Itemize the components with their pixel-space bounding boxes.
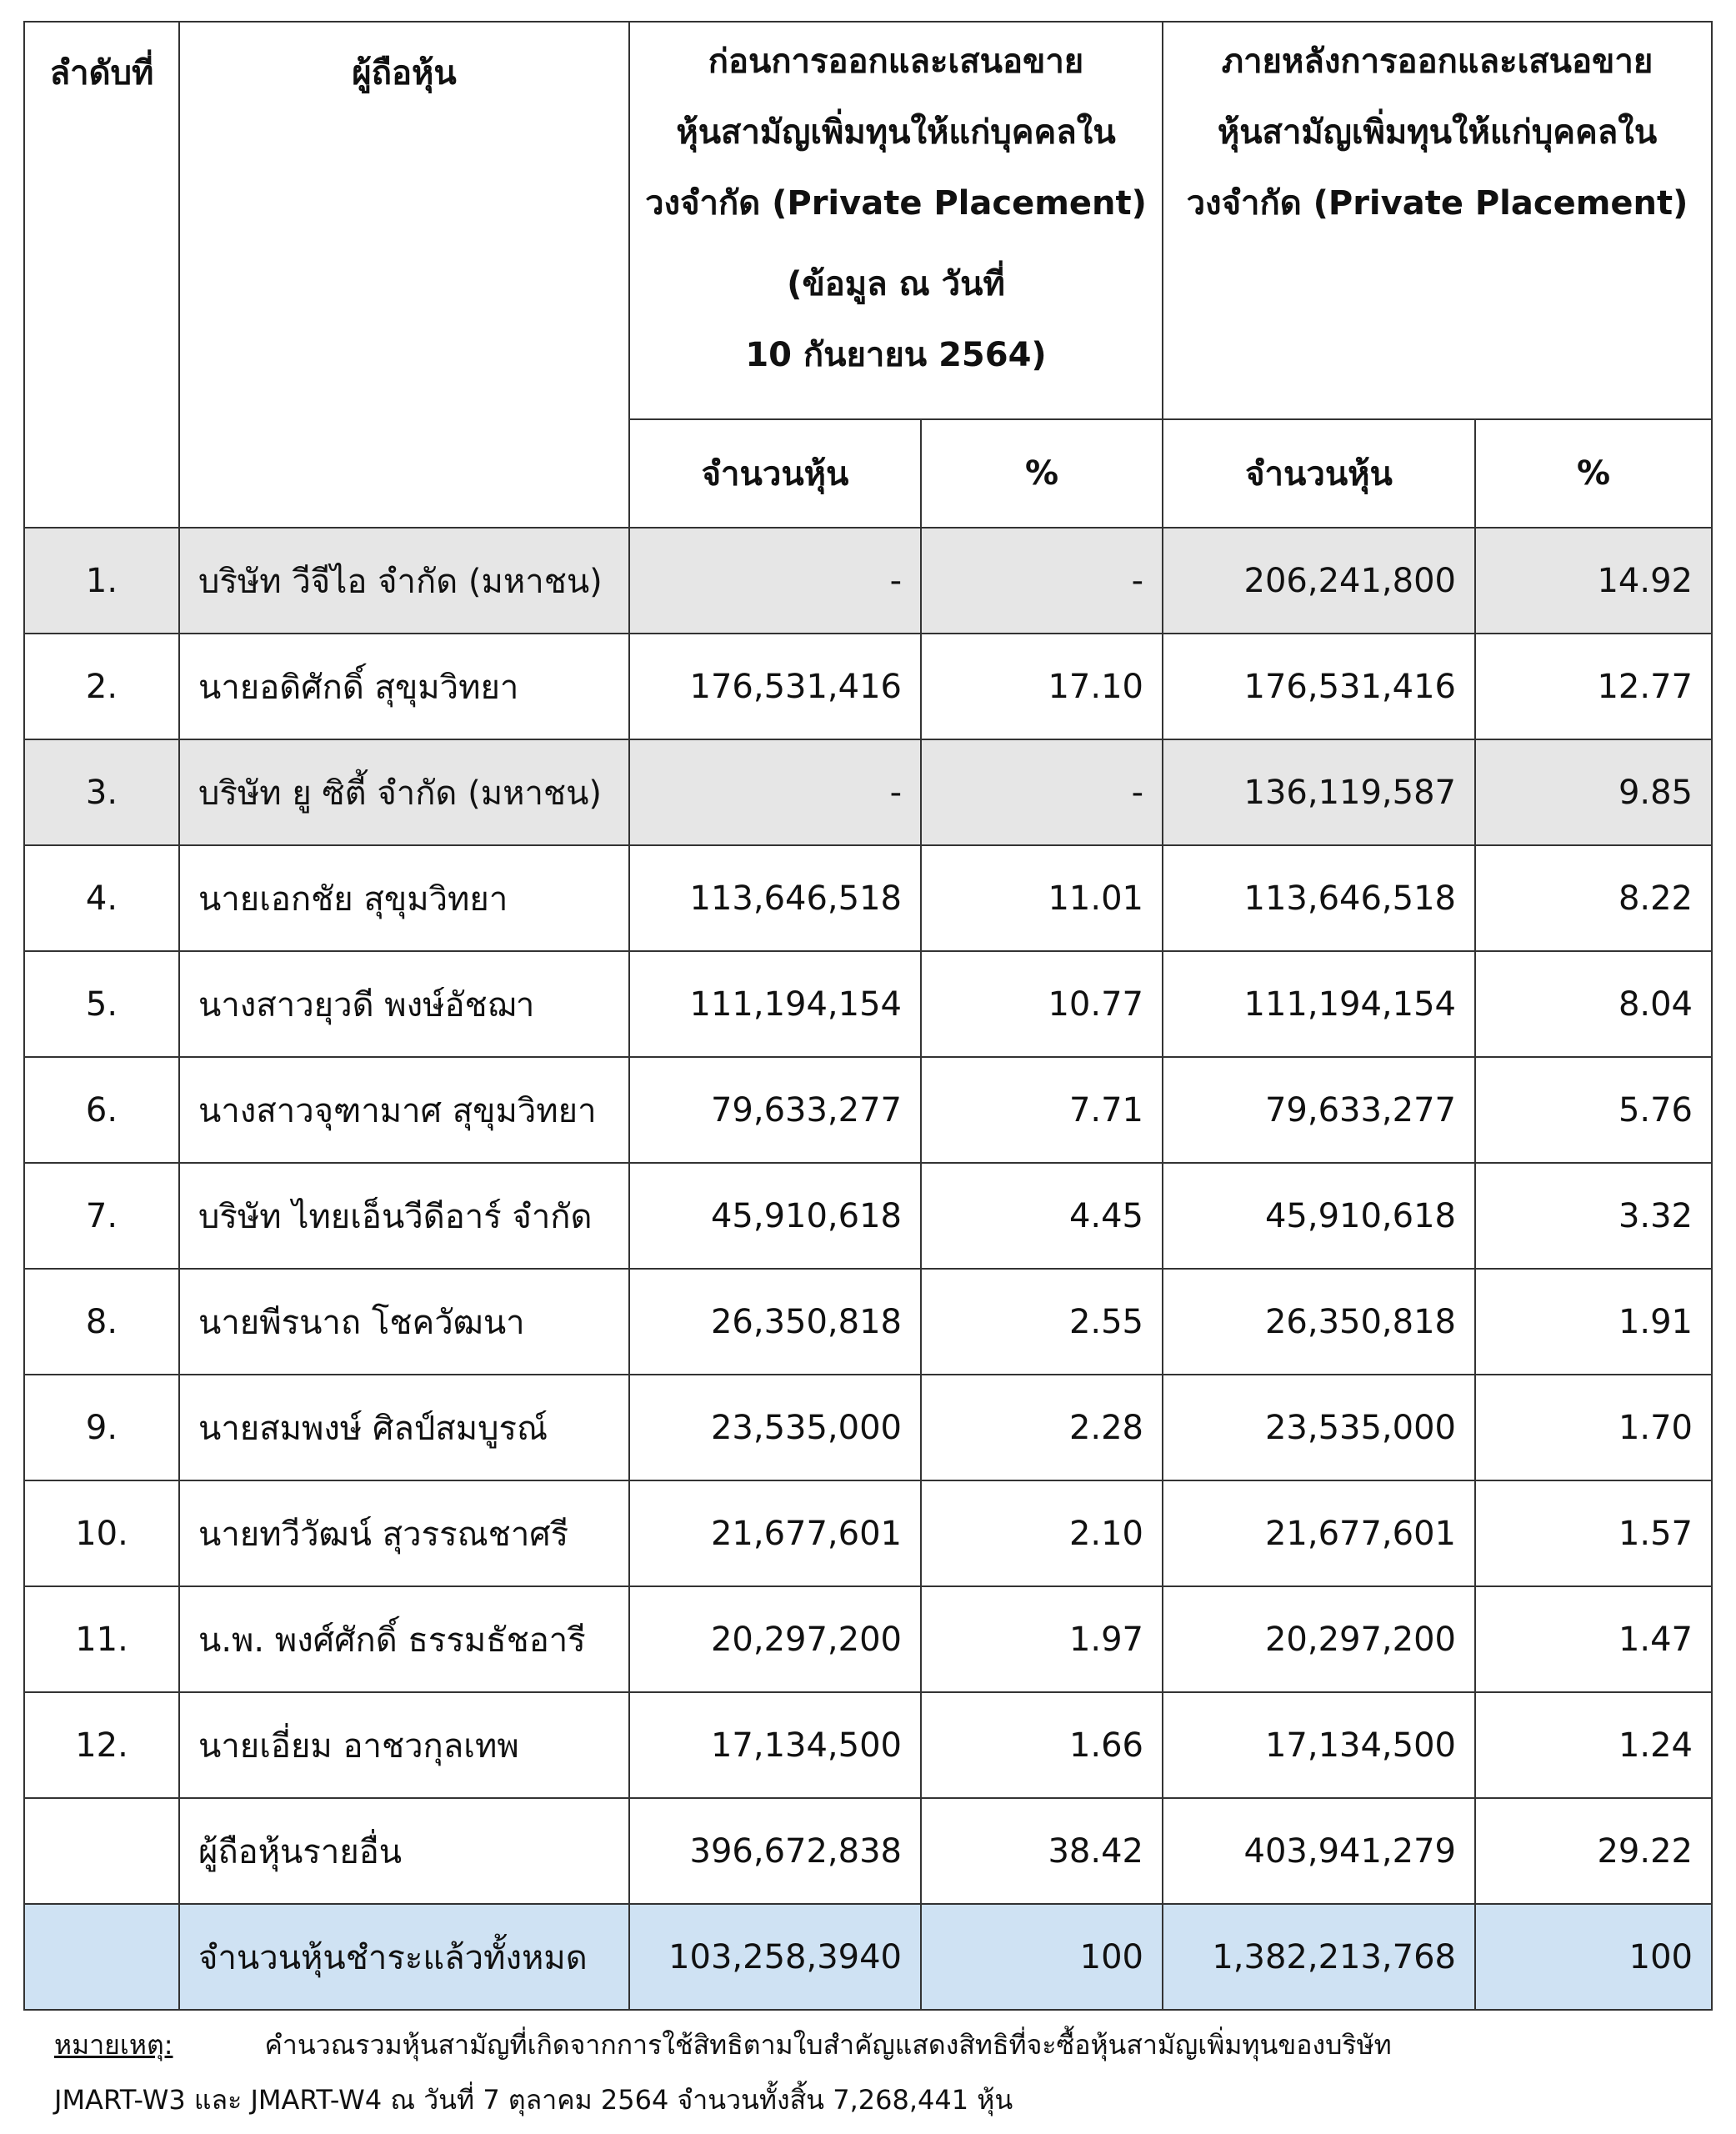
row-after-pct: 1.57 [1475, 1480, 1712, 1586]
row-no: 10. [24, 1480, 179, 1586]
row-before-pct: 17.10 [921, 634, 1163, 739]
row-after-shares: 21,677,601 [1163, 1480, 1475, 1586]
row-after-pct: 1.70 [1475, 1375, 1712, 1480]
row-before-pct: 2.28 [921, 1375, 1163, 1480]
row-after-shares: 403,941,279 [1163, 1798, 1475, 1904]
row-holder-name: บริษัท วีจีไอ จำกัด (มหาชน) [179, 528, 629, 634]
row-holder-name: น.พ. พงศ์ศักดิ์ ธรรมธัชอารี [179, 1586, 629, 1692]
footnote-label: หมายเหตุ: [54, 2029, 173, 2061]
row-holder-name: นายเอกชัย สุขุมวิทยา [179, 845, 629, 951]
table-row [24, 951, 1712, 1057]
after-line3: วงจำกัด (Private Placement) [1186, 184, 1688, 223]
row-before-pct: 2.55 [921, 1269, 1163, 1375]
row-no: 12. [24, 1692, 179, 1798]
subheader-before-shares: จำนวนหุ้น [629, 419, 921, 528]
row-no: 7. [24, 1163, 179, 1269]
table-row [24, 634, 1712, 739]
row-before-shares: 20,297,200 [629, 1586, 921, 1692]
subheader-before-pct: % [921, 419, 1163, 528]
before-note1: (ข้อมูล ณ วันที่ [787, 265, 1005, 303]
row-holder-name: นางสาวยุวดี พงษ์อัชฌา [179, 951, 629, 1057]
row-after-shares: 45,910,618 [1163, 1163, 1475, 1269]
row-after-pct: 8.22 [1475, 845, 1712, 951]
row-after-pct: 8.04 [1475, 951, 1712, 1057]
subheader-after-shares: จำนวนหุ้น [1163, 419, 1475, 528]
row-before-shares: 113,646,518 [629, 845, 921, 951]
row-after-pct: 12.77 [1475, 634, 1712, 739]
row-no: 1. [24, 528, 179, 634]
row-holder-name: นายเอี่ยม อาชวกุลเทพ [179, 1692, 629, 1798]
row-after-shares: 1,382,213,768 [1163, 1904, 1475, 2010]
shareholder-table [23, 21, 1713, 2011]
row-before-pct: 1.66 [921, 1692, 1163, 1798]
row-before-shares: 111,194,154 [629, 951, 921, 1057]
row-no: 3. [24, 739, 179, 845]
footnote-line2: JMART-W3 และ JMART-W4 ณ วันที่ 7 ตุลาคม 2564 จำนวนทั้งสิ้น 7,268,441 หุ้น [54, 2084, 1013, 2116]
row-after-pct: 1.24 [1475, 1692, 1712, 1798]
row-holder-name: นางสาวจุฑามาศ สุขุมวิทยา [179, 1057, 629, 1163]
row-before-shares: 79,633,277 [629, 1057, 921, 1163]
row-after-pct: 14.92 [1475, 528, 1712, 634]
row-before-pct: - [921, 739, 1163, 845]
row-before-pct: - [921, 528, 1163, 634]
subheader-after-pct: % [1475, 419, 1712, 528]
row-holder-name: บริษัท ยู ซิตี้ จำกัด (มหาชน) [179, 739, 629, 845]
table-row [24, 528, 1712, 634]
row-before-shares: - [629, 739, 921, 845]
table-row [24, 1269, 1712, 1375]
row-holder-name: บริษัท ไทยเอ็นวีดีอาร์ จำกัด [179, 1163, 629, 1269]
row-before-shares: 26,350,818 [629, 1269, 921, 1375]
row-after-shares: 176,531,416 [1163, 634, 1475, 739]
table-row [24, 1057, 1712, 1163]
row-no: 8. [24, 1269, 179, 1375]
row-after-pct: 1.91 [1475, 1269, 1712, 1375]
other-holders-row [24, 1798, 1712, 1904]
col-header-after [1163, 22, 1712, 419]
row-before-pct: 38.42 [921, 1798, 1163, 1904]
table-row [24, 1375, 1712, 1480]
row-before-shares: 396,672,838 [629, 1798, 921, 1904]
table-row [24, 1163, 1712, 1269]
row-before-shares: 45,910,618 [629, 1163, 921, 1269]
row-no: 2. [24, 634, 179, 739]
row-after-pct: 29.22 [1475, 1798, 1712, 1904]
row-after-shares: 23,535,000 [1163, 1375, 1475, 1480]
before-note2: 10 กันยายน 2564) [745, 336, 1047, 374]
before-line2: หุ้นสามัญเพิ่มทุนให้แก่บุคคลใน [676, 113, 1116, 152]
row-before-shares: 176,531,416 [629, 634, 921, 739]
row-before-pct: 2.10 [921, 1480, 1163, 1586]
row-after-pct: 5.76 [1475, 1057, 1712, 1163]
row-after-pct: 3.32 [1475, 1163, 1712, 1269]
row-before-pct: 1.97 [921, 1586, 1163, 1692]
footnote [54, 2017, 1688, 2127]
before-line3: วงจำกัด (Private Placement) [645, 184, 1147, 223]
after-line2: หุ้นสามัญเพิ่มทุนให้แก่บุคคลใน [1217, 113, 1658, 152]
row-no: 6. [24, 1057, 179, 1163]
row-after-shares: 113,646,518 [1163, 845, 1475, 951]
table-row [24, 1480, 1712, 1586]
row-before-pct: 7.71 [921, 1057, 1163, 1163]
row-holder-name: นายทวีวัฒน์ สุวรรณชาศรี [179, 1480, 629, 1586]
row-before-shares: - [629, 528, 921, 634]
row-holder-name: ผู้ถือหุ้นรายอื่น [179, 1798, 629, 1904]
row-after-pct: 9.85 [1475, 739, 1712, 845]
total-row [24, 1904, 1712, 2010]
row-after-shares: 26,350,818 [1163, 1269, 1475, 1375]
col-header-before [629, 22, 1163, 419]
table-row [24, 1692, 1712, 1798]
row-after-pct: 1.47 [1475, 1586, 1712, 1692]
row-before-pct: 11.01 [921, 845, 1163, 951]
table-row [24, 1586, 1712, 1692]
row-no: 9. [24, 1375, 179, 1480]
row-after-shares: 17,134,500 [1163, 1692, 1475, 1798]
row-before-shares: 17,134,500 [629, 1692, 921, 1798]
row-no: 5. [24, 951, 179, 1057]
row-holder-name: นายพีรนาถ โชควัฒนา [179, 1269, 629, 1375]
col-header-no: ลำดับที่ [24, 22, 179, 528]
row-holder-name: นายสมพงษ์ ศิลป์สมบูรณ์ [179, 1375, 629, 1480]
row-no [24, 1798, 179, 1904]
table-row [24, 739, 1712, 845]
row-after-shares: 206,241,800 [1163, 528, 1475, 634]
table-row [24, 845, 1712, 951]
row-no [24, 1904, 179, 2010]
row-holder-name: นายอดิศักดิ์ สุขุมวิทยา [179, 634, 629, 739]
after-line1: ภายหลังการออกและเสนอขาย [1221, 43, 1653, 81]
row-after-shares: 20,297,200 [1163, 1586, 1475, 1692]
footnote-text1: คำนวณรวมหุ้นสามัญที่เกิดจากการใช้สิทธิตามใบสำคัญแสดงสิทธิที่จะซื้อหุ้นสามัญเพิ่มทุนของบริษัท [264, 2029, 1392, 2061]
col-header-holder: ผู้ถือหุ้น [179, 22, 629, 528]
row-after-shares: 111,194,154 [1163, 951, 1475, 1057]
row-holder-name: จำนวนหุ้นชำระแล้วทั้งหมด [179, 1904, 629, 2010]
row-after-pct: 100 [1475, 1904, 1712, 2010]
row-after-shares: 136,119,587 [1163, 739, 1475, 845]
footnote-line1 [54, 2017, 1688, 2072]
row-before-pct: 100 [921, 1904, 1163, 2010]
row-before-pct: 4.45 [921, 1163, 1163, 1269]
header-row [24, 22, 1712, 419]
row-before-shares: 23,535,000 [629, 1375, 921, 1480]
row-before-shares: 103,258,3940 [629, 1904, 921, 2010]
row-after-shares: 79,633,277 [1163, 1057, 1475, 1163]
row-before-shares: 21,677,601 [629, 1480, 921, 1586]
row-before-pct: 10.77 [921, 951, 1163, 1057]
row-no: 11. [24, 1586, 179, 1692]
row-no: 4. [24, 845, 179, 951]
before-line1: ก่อนการออกและเสนอขาย [708, 43, 1084, 81]
